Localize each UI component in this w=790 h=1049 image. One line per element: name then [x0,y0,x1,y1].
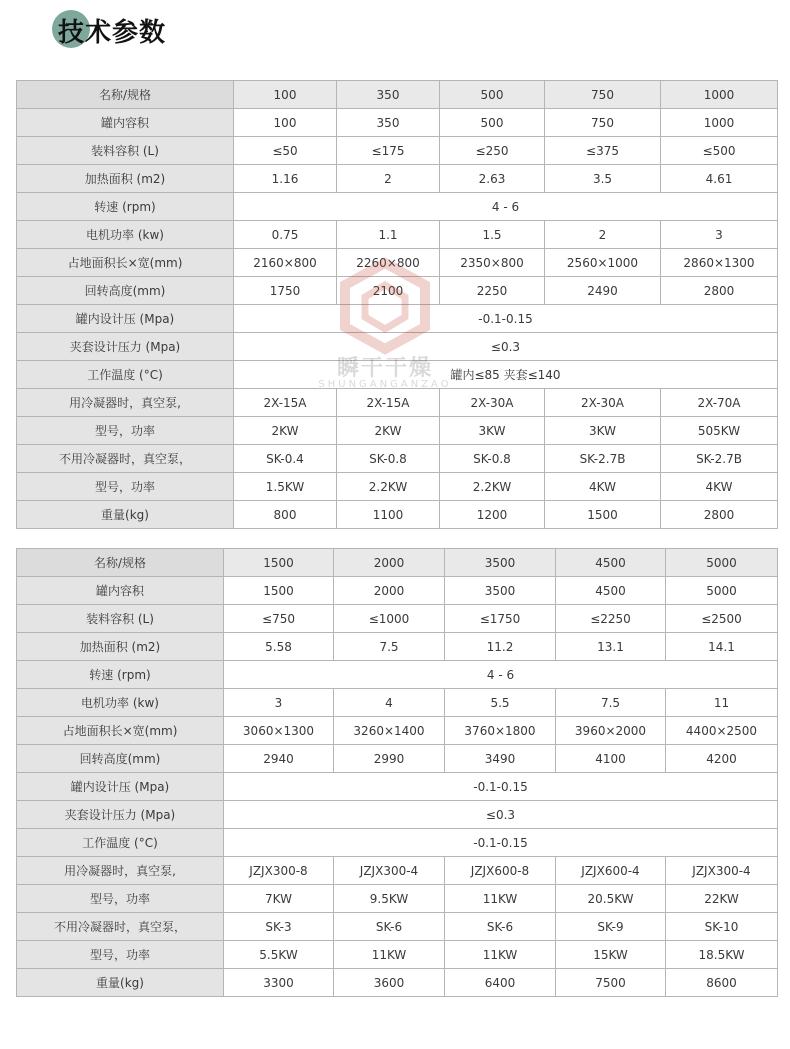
value-cell: 3300 [224,969,334,997]
table-row [17,333,778,361]
value-cell: 11 [666,689,778,717]
value-cell: ≤375 [545,137,661,165]
row-label: 占地面积长×宽(mm) [17,717,224,745]
value-cell: 5.58 [224,633,334,661]
value-cell: 4KW [661,473,778,501]
value-cell: 2490 [545,277,661,305]
table-row [17,193,778,221]
value-cell: 3490 [445,745,556,773]
value-cell: 15KW [556,941,666,969]
value-cell: 3 [224,689,334,717]
row-label: 型号，功率 [17,417,234,445]
row-label: 加热面积 (m2) [17,633,224,661]
value-cell: 18.5KW [666,941,778,969]
value-cell: SK-0.8 [440,445,545,473]
table-row [17,277,778,305]
value-cell: 1.16 [234,165,337,193]
table-row [17,689,778,717]
value-cell: 0.75 [234,221,337,249]
value-cell: SK-9 [556,913,666,941]
value-cell: 4100 [556,745,666,773]
value-cell: 2250 [440,277,545,305]
value-cell: JZJX600-8 [445,857,556,885]
row-label: 回转高度(mm) [17,745,224,773]
value-cell: 2990 [334,745,445,773]
table-row [17,605,778,633]
table-row [17,445,778,473]
value-cell: 3.5 [545,165,661,193]
value-cell: JZJX300-4 [666,857,778,885]
value-cell: 4400×2500 [666,717,778,745]
table-row [17,969,778,997]
value-cell: 3500 [445,577,556,605]
value-cell: 2X-15A [234,389,337,417]
value-cell: 11KW [334,941,445,969]
row-label: 夹套设计压力 (Mpa) [17,333,234,361]
value-cell: 2X-30A [545,389,661,417]
value-cell: 14.1 [666,633,778,661]
value-cell: 4200 [666,745,778,773]
value-cell: 750 [545,109,661,137]
value-cell: 500 [440,109,545,137]
row-label: 用冷凝器时，真空泵, [17,389,234,417]
value-cell: ≤50 [234,137,337,165]
value-cell: 3760×1800 [445,717,556,745]
merged-value-cell: -0.1-0.15 [234,305,778,333]
value-cell: 3KW [440,417,545,445]
value-cell: 5.5KW [224,941,334,969]
value-cell: 4500 [556,577,666,605]
value-cell: ≤2500 [666,605,778,633]
value-cell: 2X-15A [337,389,440,417]
spec-table-1 [16,80,778,529]
value-cell: SK-0.4 [234,445,337,473]
row-label: 罐内设计压 (Mpa) [17,773,224,801]
value-cell: SK-0.8 [337,445,440,473]
value-cell: 2X-30A [440,389,545,417]
value-cell: 1.5KW [234,473,337,501]
value-cell: ≤500 [661,137,778,165]
watermark-pinyin-text: SHUNGANGANZAO [318,379,452,390]
row-label: 名称/规格 [17,81,234,109]
row-label: 电机功率 (kw) [17,689,224,717]
table-row [17,417,778,445]
value-cell: 9.5KW [334,885,445,913]
value-cell: 3600 [334,969,445,997]
value-cell: 22KW [666,885,778,913]
value-cell: 2 [337,165,440,193]
row-label: 用冷凝器时，真空泵, [17,857,224,885]
value-cell: SK-10 [666,913,778,941]
value-cell: 100 [234,109,337,137]
merged-value-cell: 4 - 6 [224,661,778,689]
watermark-brand-text: 瞬干干燥 [336,356,433,381]
table-row [17,801,778,829]
value-cell: 4.61 [661,165,778,193]
spec-table-1-body [17,81,778,529]
value-cell: 2260×800 [337,249,440,277]
value-cell: 800 [234,501,337,529]
value-cell: 1750 [234,277,337,305]
table-row [17,577,778,605]
merged-value-cell: 罐内≤85 夹套≤140 [234,361,778,389]
table-row [17,249,778,277]
value-cell: 4 [334,689,445,717]
table-row [17,773,778,801]
value-cell: 2X-70A [661,389,778,417]
value-cell: 3960×2000 [556,717,666,745]
value-cell: SK-2.7B [545,445,661,473]
row-label: 装料容积 (L) [17,605,224,633]
row-label: 转速 (rpm) [17,193,234,221]
value-cell: 2160×800 [234,249,337,277]
value-cell: 3KW [545,417,661,445]
merged-value-cell: -0.1-0.15 [224,773,778,801]
table-row [17,913,778,941]
table-row [17,857,778,885]
value-cell: ≤750 [224,605,334,633]
row-label: 罐内容积 [17,109,234,137]
row-label: 转速 (rpm) [17,661,224,689]
value-cell: 11KW [445,885,556,913]
value-cell: 7500 [556,969,666,997]
value-cell: 2800 [661,501,778,529]
value-cell: 1000 [661,109,778,137]
row-label: 占地面积长×宽(mm) [17,249,234,277]
value-cell: 1500 [224,577,334,605]
value-cell: 4500 [556,549,666,577]
value-cell: 2560×1000 [545,249,661,277]
table-row [17,361,778,389]
value-cell: 3060×1300 [224,717,334,745]
value-cell: 2.2KW [337,473,440,501]
value-cell: 1.5 [440,221,545,249]
value-cell: 6400 [445,969,556,997]
value-cell: 1500 [545,501,661,529]
value-cell: 11.2 [445,633,556,661]
row-label: 工作温度 (°C) [17,829,224,857]
row-label: 型号，功率 [17,885,224,913]
table-row [17,305,778,333]
table-row [17,549,778,577]
value-cell: ≤175 [337,137,440,165]
table-row [17,473,778,501]
page-title: 技术参数 [58,18,167,48]
value-cell: 2KW [337,417,440,445]
table-row [17,221,778,249]
value-cell: JZJX300-4 [334,857,445,885]
row-label: 型号，功率 [17,941,224,969]
value-cell: 2KW [234,417,337,445]
value-cell: 2.2KW [440,473,545,501]
value-cell: 3 [661,221,778,249]
value-cell: 20.5KW [556,885,666,913]
row-label: 装料容积 (L) [17,137,234,165]
value-cell: 2860×1300 [661,249,778,277]
value-cell: 3500 [445,549,556,577]
table-row [17,165,778,193]
merged-value-cell: 4 - 6 [234,193,778,221]
value-cell: SK-3 [224,913,334,941]
value-cell: 350 [337,109,440,137]
value-cell: 505KW [661,417,778,445]
merged-value-cell: -0.1-0.15 [224,829,778,857]
value-cell: 13.1 [556,633,666,661]
value-cell: 8600 [666,969,778,997]
value-cell: 2100 [337,277,440,305]
value-cell: SK-2.7B [661,445,778,473]
table-row [17,81,778,109]
value-cell: 2 [545,221,661,249]
table-row [17,109,778,137]
value-cell: ≤1750 [445,605,556,633]
table-row [17,389,778,417]
table-row [17,717,778,745]
table-row [17,633,778,661]
merged-value-cell: ≤0.3 [234,333,778,361]
spec-table-2-body [17,549,778,997]
value-cell: 5.5 [445,689,556,717]
value-cell: 7KW [224,885,334,913]
table-row [17,745,778,773]
table-row [17,661,778,689]
row-label: 不用冷凝器时，真空泵， [17,913,224,941]
value-cell: 2350×800 [440,249,545,277]
value-cell: 1000 [661,81,778,109]
value-cell: 1100 [337,501,440,529]
row-label: 回转高度(mm) [17,277,234,305]
merged-value-cell: ≤0.3 [224,801,778,829]
value-cell: SK-6 [334,913,445,941]
row-label: 罐内设计压 (Mpa) [17,305,234,333]
value-cell: 2940 [224,745,334,773]
value-cell: 2000 [334,577,445,605]
value-cell: 4KW [545,473,661,501]
table-row [17,941,778,969]
value-cell: 11KW [445,941,556,969]
row-label: 加热面积 (m2) [17,165,234,193]
row-label: 重量(kg) [17,969,224,997]
row-label: 型号，功率 [17,473,234,501]
value-cell: 500 [440,81,545,109]
table-row [17,137,778,165]
value-cell: 1200 [440,501,545,529]
value-cell: 7.5 [556,689,666,717]
spec-table-2 [16,548,778,997]
table-row [17,829,778,857]
value-cell: ≤2250 [556,605,666,633]
value-cell: 2800 [661,277,778,305]
value-cell: ≤1000 [334,605,445,633]
value-cell: ≤250 [440,137,545,165]
value-cell: 2.63 [440,165,545,193]
value-cell: 5000 [666,577,778,605]
value-cell: JZJX600-4 [556,857,666,885]
value-cell: 350 [337,81,440,109]
row-label: 工作温度 (°C) [17,361,234,389]
value-cell: 2000 [334,549,445,577]
value-cell: SK-6 [445,913,556,941]
value-cell: 5000 [666,549,778,577]
table-row [17,885,778,913]
row-label: 夹套设计压力 (Mpa) [17,801,224,829]
value-cell: 750 [545,81,661,109]
value-cell: 3260×1400 [334,717,445,745]
value-cell: 100 [234,81,337,109]
row-label: 罐内容积 [17,577,224,605]
value-cell: 1.1 [337,221,440,249]
row-label: 重量(kg) [17,501,234,529]
row-label: 名称/规格 [17,549,224,577]
value-cell: 7.5 [334,633,445,661]
table-row [17,501,778,529]
row-label: 不用冷凝器时，真空泵， [17,445,234,473]
value-cell: JZJX300-8 [224,857,334,885]
value-cell: 1500 [224,549,334,577]
row-label: 电机功率 (kw) [17,221,234,249]
